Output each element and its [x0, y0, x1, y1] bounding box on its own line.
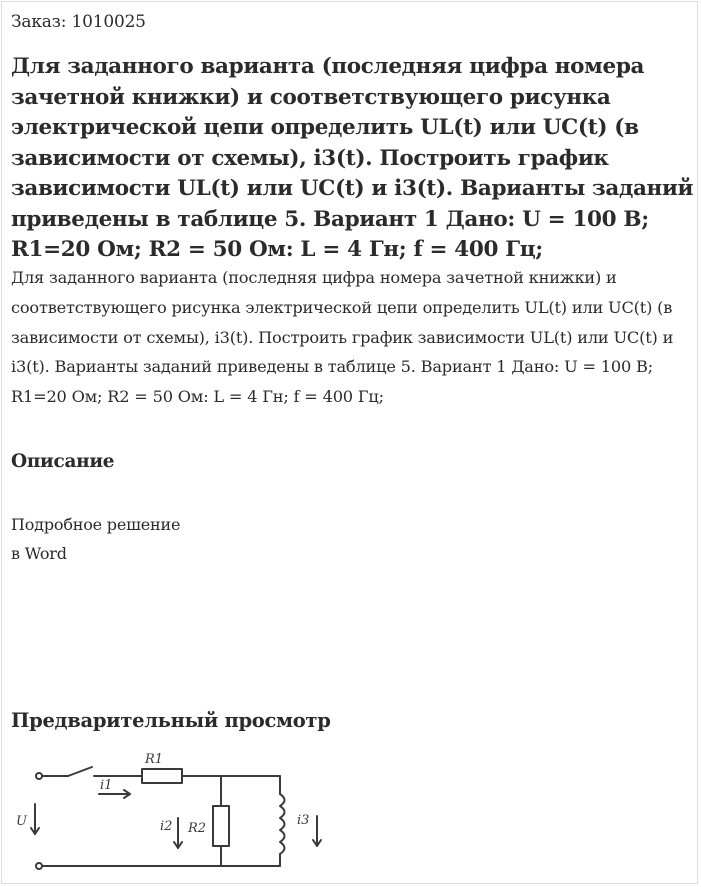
description-heading: Описание [11, 451, 115, 472]
label-r1: R1 [145, 752, 164, 767]
circuit-preview-image [2, 748, 332, 884]
description-body [11, 511, 180, 568]
label-i1: i1 [100, 778, 113, 793]
task-title: Для заданного варианта (последняя цифра номера зачетной книжки) и соответствующего рисунка электрической цепи определить UL(t) или UC(t) (в зависимости от схемы), i3(t). Построить график зависимости UL(t) или UC(t) и i3(t). Варианты заданий приведены в таблице 5. Вариант 1 Дано: U = 100 В; R1=20 Ом; R2 = 50 Ом: L = 4 Гн; f = 400 Гц; [11, 54, 694, 262]
switch-blade [68, 767, 92, 776]
order-number: Заказ: 1010025 [11, 12, 146, 32]
resistor-r2 [213, 806, 229, 846]
resistor-r1 [142, 769, 182, 783]
inductor-l [280, 794, 285, 854]
label-i3: i3 [297, 813, 310, 828]
label-u: U [16, 814, 27, 829]
label-i2: i2 [160, 819, 173, 834]
preview-heading: Предварительный просмотр [11, 709, 331, 732]
label-r2: R2 [188, 821, 207, 836]
order-card [1, 1, 698, 884]
task-description: Для заданного варианта (последняя цифра номера зачетной книжки) и соответствующего рисунка электрической цепи определить UL(t) или UC(t) (в зависимости от схемы), i3(t). Построить график зависимости UL(t) или UC(t) и i3(t). Варианты заданий приведены в таблице 5. Вариант 1 Дано: U = 100 В; R1=20 Ом; R2 = 50 Ом: L = 4 Гн; f = 400 Гц; [11, 268, 674, 407]
description-line-1: Подробное решение [11, 515, 181, 534]
description-line-2: в Word [11, 543, 67, 563]
